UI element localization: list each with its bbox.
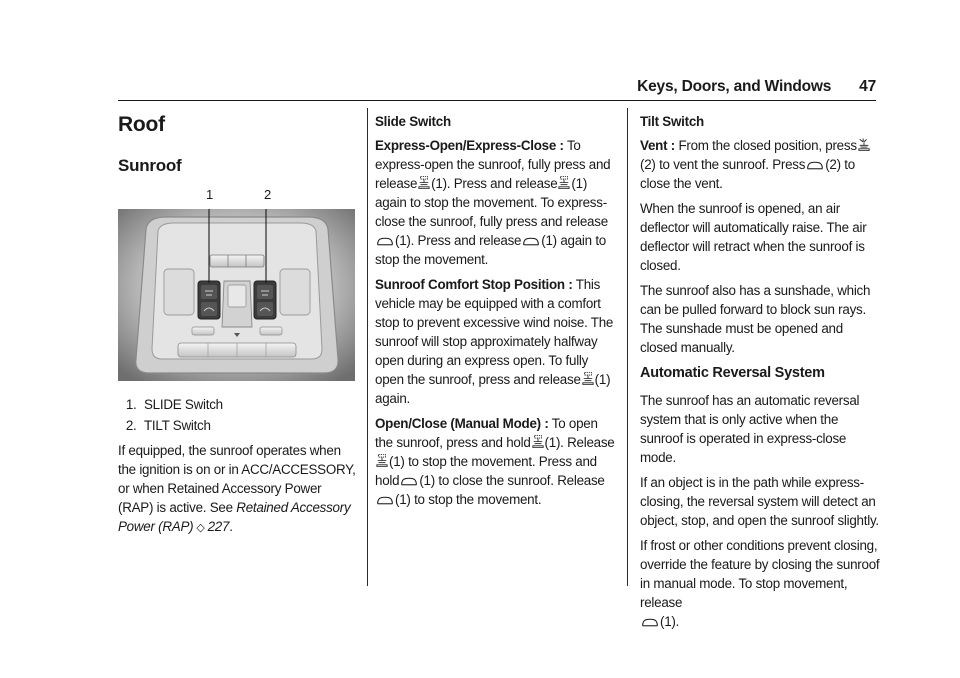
header-rule — [118, 100, 876, 101]
column-divider-left — [367, 108, 368, 586]
rap-reference-page[interactable]: 227 — [207, 519, 230, 534]
sunroof-slide-open-icon — [418, 175, 430, 190]
callout-1: 1 — [206, 187, 213, 202]
operation-text: If equipped, the sunroof operates when the ignition is on or in ACC/ACCESSORY, or when Retained Accessory Power (RAP) is active. See — [118, 443, 356, 515]
column-divider-right — [627, 108, 628, 586]
slide-switch-heading: Slide Switch — [375, 114, 451, 129]
caption-tilt-switch: 2. TILT Switch — [140, 416, 358, 435]
object-detection-paragraph: If an object is in the path while express-closing, the reversal system will detect an object, stop, and open the sunroof slightly. — [640, 475, 879, 528]
sunroof-slide-open-icon — [558, 175, 570, 190]
manual-text-4: (1) to close the sunroof. Release — [419, 473, 605, 488]
sunroof-close-icon — [376, 495, 394, 506]
frost-override-paragraph — [640, 536, 882, 631]
caption-slide-switch: 1. SLIDE Switch — [140, 395, 358, 414]
express-text-4: (1). Press and release — [395, 233, 522, 248]
right-column — [640, 112, 882, 637]
express-open-close-paragraph — [375, 136, 619, 269]
sunroof-close-icon — [641, 617, 659, 628]
manual-text-3: (1) to stop the movement. Press and hold — [375, 454, 597, 488]
sunroof-close-icon — [376, 236, 394, 247]
sunroof-close-icon — [806, 160, 824, 171]
callout-2: 2 — [264, 187, 271, 202]
sunroof-vent-icon — [858, 137, 870, 152]
express-text-2: (1). Press and release — [431, 176, 558, 191]
sunroof-slide-open-icon — [532, 434, 544, 449]
figure-caption-list — [118, 395, 358, 435]
header-section-title: Keys, Doors, and Windows — [637, 78, 832, 95]
air-deflector-paragraph: When the sunroof is opened, an air deflector will automatically raise. The air deflector will retract when the sunroof is closed. — [640, 201, 867, 273]
express-text-1: To express-open the sunroof, fully press and release — [375, 138, 611, 191]
frost-text: If frost or other conditions prevent closing, override the feature by closing the sunroof in manual mode. To stop movement, release — [640, 538, 880, 610]
express-text-3: (1) again to stop the movement. To express-close the sunroof, fully press and release — [375, 176, 608, 229]
manual-mode-paragraph — [375, 414, 619, 509]
page-reference-arrow-icon: ◇ — [196, 522, 205, 534]
auto-reversal-paragraph: The sunroof has an automatic reversal system that is only active when the sunroof is operated in express-close mode. — [640, 393, 860, 465]
overhead-console-photo — [118, 209, 355, 381]
tilt-switch-heading: Tilt Switch — [640, 114, 704, 129]
express-label: Express-Open/Express-Close : — [375, 138, 564, 153]
vent-label: Vent : — [640, 138, 675, 153]
reference-period: . — [229, 519, 233, 534]
comfort-text-2: (1) again. — [375, 372, 611, 406]
sunroof-close-icon — [522, 236, 540, 247]
section-title-roof: Roof — [118, 113, 165, 136]
page-number: 47 — [859, 78, 876, 95]
automatic-reversal-heading: Automatic Reversal System — [640, 365, 825, 381]
sunroof-slide-open-icon — [582, 371, 594, 386]
manual-text-1: To open the sunroof, press and hold — [375, 416, 598, 450]
sunroof-close-icon — [400, 476, 418, 487]
manual-text-2: (1). Release — [544, 435, 615, 450]
sunroof-operation-paragraph — [118, 441, 358, 538]
manual-label: Open/Close (Manual Mode) : — [375, 416, 549, 431]
rap-reference-link[interactable]: Retained Accessory Power (RAP) — [118, 500, 351, 534]
left-column — [118, 108, 358, 544]
comfort-stop-paragraph — [375, 275, 619, 408]
frost-text-end: (1). — [660, 614, 680, 629]
vent-text-2: (2) to vent the sunroof. Press — [640, 157, 806, 172]
manual-text-5: (1) to stop the movement. — [395, 492, 542, 507]
sunshade-paragraph: The sunroof also has a sunshade, which can be pulled forward to block sun rays. The sunshade must be opened and closed manually. — [640, 283, 871, 355]
sunroof-switch-figure — [118, 188, 355, 381]
comfort-label: Sunroof Comfort Stop Position : — [375, 277, 573, 292]
vent-text-3: (2) to close the vent. — [640, 157, 855, 191]
comfort-text-1: This vehicle may be equipped with a comfort stop to prevent excessive wind noise. The sunroof will stop approximately halfway open during an express open. To fully open the sunroof, press and release — [375, 277, 614, 387]
subsection-title-sunroof: Sunroof — [118, 156, 182, 175]
sunroof-slide-open-icon — [376, 453, 388, 468]
vent-text-1: From the closed position, press — [678, 138, 857, 153]
running-header — [0, 78, 876, 100]
vent-paragraph — [640, 136, 882, 193]
express-text-5: (1) again to stop the movement. — [375, 233, 606, 267]
middle-column — [375, 112, 619, 515]
